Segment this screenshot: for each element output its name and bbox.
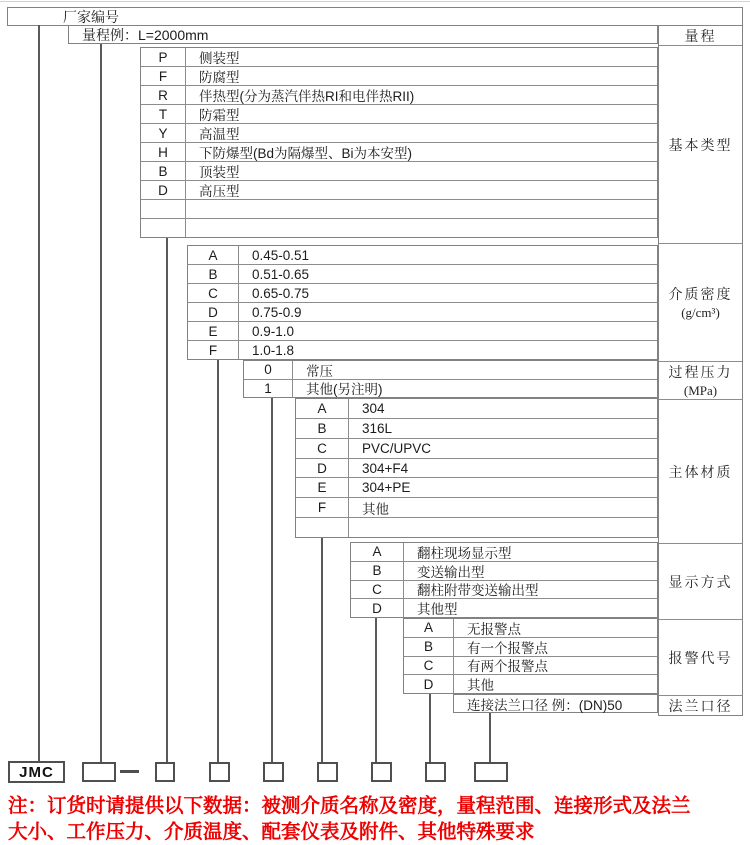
- table-row-empty: [296, 517, 657, 537]
- desc-cell: 防霜型: [199, 108, 240, 123]
- code-box-density: [209, 762, 230, 782]
- code-cell: D: [404, 675, 454, 693]
- table-row: [141, 161, 657, 180]
- desc-cell: 0.75-0.9: [252, 304, 302, 320]
- table-row: [404, 656, 657, 675]
- desc-cell: 高温型: [199, 127, 240, 142]
- code-cell: H: [141, 143, 186, 161]
- range-example-label: 量程例：L=2000mm: [82, 26, 209, 43]
- connector-line: [38, 25, 40, 762]
- connector-line: [321, 538, 323, 762]
- desc-cell: 下防爆型(Bd为隔爆型、Bi为本安型): [199, 146, 413, 161]
- table-row: [244, 379, 657, 398]
- order-note: [8, 793, 748, 845]
- desc-cell: 0.51-0.65: [252, 266, 310, 282]
- table-row: [188, 302, 657, 321]
- table-row: [244, 361, 657, 379]
- connector-line: [166, 238, 168, 762]
- category-label-density: 介质密度 (g/cm³): [659, 243, 742, 361]
- table-row: [351, 598, 657, 617]
- manufacturer-number-label: 厂家编号: [63, 8, 119, 25]
- code-cell: 1: [244, 380, 293, 398]
- section-material: [295, 398, 658, 538]
- desc-cell: 1.0-1.8: [252, 342, 295, 358]
- connector-line: [489, 713, 491, 762]
- category-label-column: [658, 25, 743, 716]
- desc-cell: 常压: [306, 363, 333, 379]
- code-cell: [141, 200, 186, 218]
- desc-cell: 伴热型(分为蒸汽伴热RI和电伴热RII): [199, 89, 415, 104]
- desc-cell: 其他型: [417, 602, 458, 618]
- code-box-range: [82, 762, 116, 782]
- code-cell: T: [141, 105, 186, 123]
- code-cell: [141, 219, 186, 237]
- table-row: [188, 246, 657, 264]
- table-row: [296, 497, 657, 517]
- code-cell: A: [404, 619, 454, 637]
- model-prefix-box: [8, 761, 65, 783]
- category-label-pressure: 过程压力 (MPa): [659, 361, 742, 399]
- table-row: [296, 399, 657, 418]
- desc-cell: 304: [362, 400, 385, 416]
- desc-cell: 有两个报警点: [467, 659, 548, 675]
- table-row: [296, 458, 657, 478]
- code-cell: D: [351, 599, 404, 617]
- code-cell: [296, 518, 349, 537]
- code-cell: C: [296, 439, 349, 458]
- table-row: [141, 66, 657, 85]
- code-cell: F: [296, 498, 349, 517]
- desc-cell: 其他(另注明): [306, 382, 383, 398]
- desc-cell: 侧装型: [199, 51, 240, 66]
- desc-cell: 其他: [467, 678, 494, 694]
- code-cell: Y: [141, 124, 186, 142]
- order-note-line1: 注：订货时请提供以下数据：被测介质名称及密度，量程范围、连接形式及法兰: [8, 795, 691, 817]
- code-cell: B: [296, 419, 349, 438]
- section-pressure: [243, 360, 658, 398]
- desc-cell: 高压型: [199, 184, 240, 199]
- code-box-material: [317, 762, 338, 782]
- model-prefix-label: JMC: [19, 763, 54, 781]
- category-label-basic-type: 基本类型: [659, 45, 742, 243]
- table-row: [351, 543, 657, 561]
- code-cell: E: [188, 322, 239, 340]
- connector-line: [429, 694, 431, 762]
- table-row: [351, 580, 657, 599]
- table-row: [296, 438, 657, 458]
- desc-cell: 304+PE: [362, 480, 411, 496]
- order-note-line2: 大小、工作压力、介质温度、配套仪表及附件、其他特殊要求: [8, 821, 535, 843]
- code-cell: R: [141, 86, 186, 104]
- section-alarm: [403, 618, 658, 694]
- dash-separator: [120, 770, 139, 773]
- connector-line: [100, 44, 102, 762]
- code-cell: F: [141, 67, 186, 85]
- table-row: [188, 264, 657, 283]
- table-row: [188, 340, 657, 359]
- desc-cell: 防腐型: [199, 70, 240, 85]
- code-cell: B: [351, 562, 404, 580]
- category-label-range: 量程: [684, 29, 717, 45]
- code-cell: B: [404, 638, 454, 656]
- code-cell: A: [188, 246, 239, 264]
- code-cell: A: [296, 399, 349, 418]
- code-cell: C: [188, 284, 239, 302]
- desc-cell: 翻柱现场显示型: [417, 545, 512, 561]
- manufacturer-number-row: [7, 7, 743, 26]
- code-cell: D: [141, 181, 186, 199]
- table-row: [404, 619, 657, 637]
- desc-cell: 变送输出型: [417, 564, 485, 580]
- table-row: [141, 142, 657, 161]
- desc-cell: 无报警点: [467, 621, 521, 637]
- code-cell: A: [351, 543, 404, 561]
- section-basic-type: [140, 47, 658, 238]
- code-cell: C: [351, 581, 404, 599]
- category-label-material: 主体材质: [659, 399, 742, 543]
- table-row-empty: [141, 218, 657, 237]
- section-flange: [453, 694, 658, 713]
- table-row: [188, 321, 657, 340]
- desc-cell: 0.65-0.75: [252, 285, 310, 301]
- table-row: [351, 561, 657, 580]
- code-cell: F: [188, 341, 239, 359]
- desc-cell: 其他: [362, 501, 389, 517]
- table-row: [141, 123, 657, 142]
- code-cell: D: [296, 459, 349, 478]
- category-label-flange: 法兰口径: [659, 695, 742, 716]
- desc-cell: [186, 200, 657, 218]
- code-box-alarm: [425, 762, 446, 782]
- desc-cell: [186, 219, 657, 237]
- code-cell: D: [188, 303, 239, 321]
- desc-cell: 0.45-0.51: [252, 247, 310, 263]
- desc-cell: PVC/UPVC: [362, 440, 432, 456]
- desc-cell: 顶装型: [199, 165, 240, 180]
- section-display: [350, 542, 658, 618]
- code-cell: P: [141, 48, 186, 66]
- table-row: [141, 180, 657, 199]
- desc-cell: 316L: [362, 420, 393, 436]
- table-row: [141, 48, 657, 66]
- code-cell: C: [404, 657, 454, 675]
- desc-cell: 0.9-1.0: [252, 323, 295, 339]
- connector-line: [217, 360, 219, 762]
- table-row: [454, 695, 657, 712]
- desc-cell: 有一个报警点: [467, 640, 548, 656]
- category-label-alarm: 报警代号: [659, 619, 742, 695]
- code-box-basic-type: [155, 762, 175, 782]
- section-density: [187, 245, 658, 360]
- desc-cell: [349, 518, 657, 537]
- range-example-row: [68, 25, 658, 44]
- table-row: [296, 418, 657, 438]
- code-cell: B: [141, 162, 186, 180]
- desc-cell: 翻柱附带变送输出型: [417, 583, 539, 599]
- table-row: [404, 674, 657, 693]
- code-cell: B: [188, 265, 239, 283]
- connector-line: [375, 618, 377, 762]
- desc-cell: 连接法兰口径 例：(DN)50: [467, 697, 623, 713]
- table-row: [188, 283, 657, 302]
- table-row: [296, 477, 657, 497]
- connector-line: [271, 398, 273, 762]
- table-row: [141, 85, 657, 104]
- desc-cell: 304+F4: [362, 460, 409, 476]
- table-row: [141, 104, 657, 123]
- table-row: [404, 637, 657, 656]
- code-box-pressure: [263, 762, 284, 782]
- table-row-empty: [141, 199, 657, 218]
- category-label-display: 显示方式: [659, 543, 742, 619]
- code-box-display: [371, 762, 392, 782]
- page-top-border: [0, 1, 750, 2]
- code-cell: 0: [244, 361, 293, 379]
- code-box-flange: [474, 762, 508, 782]
- code-cell: E: [296, 478, 349, 497]
